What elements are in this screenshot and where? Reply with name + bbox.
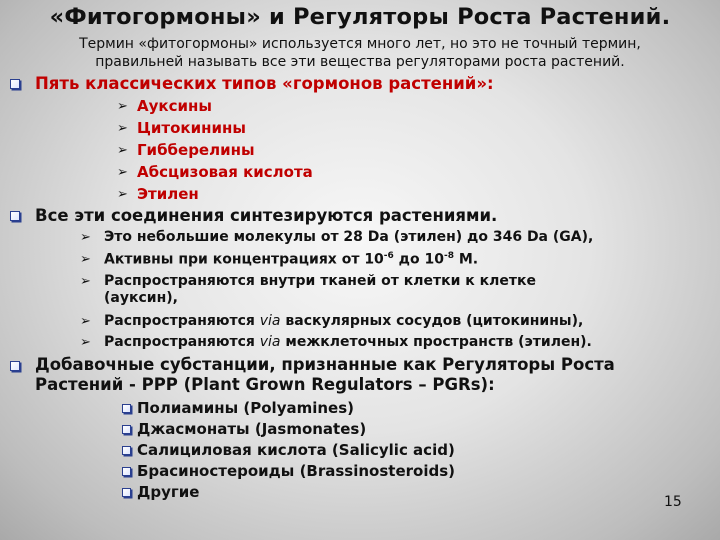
arrow-bullet-icon: ➢ <box>117 187 128 202</box>
list-item: Распространяются внутри тканей от клетки к клетке <box>104 273 537 289</box>
arrow-bullet-icon: ➢ <box>117 165 128 180</box>
list-item: Гибберелины <box>137 141 255 159</box>
list-item: Брасиностероиды (Brassinosteroids) <box>137 462 456 480</box>
section2-heading: Все эти соединения синтезируются растениями. <box>35 206 498 225</box>
list-item: Полиамины (Polyamines) <box>137 399 355 417</box>
square-bullet-icon <box>122 404 131 413</box>
intro-line-2: правильней называть все эти вещества регуляторами роста растений. <box>95 54 625 70</box>
square-bullet-icon <box>122 467 131 476</box>
arrow-bullet-icon: ➢ <box>80 314 91 329</box>
list-item: Цитокинины <box>137 119 246 137</box>
arrow-bullet-icon: ➢ <box>80 335 91 350</box>
arrow-bullet-icon: ➢ <box>117 99 128 114</box>
list-item: Распространяются via васкулярных сосудов (цитокинины), <box>104 313 584 329</box>
page-number: 15 <box>664 494 682 510</box>
square-bullet-icon <box>122 488 131 497</box>
square-bullet-icon <box>122 446 131 455</box>
arrow-bullet-icon: ➢ <box>80 230 91 245</box>
square-bullet-icon <box>10 211 20 221</box>
section3-heading-line-1: Добавочные субстанции, признанные как Регуляторы Роста <box>35 355 615 374</box>
list-item: Салициловая кислота (Salicylic acid) <box>137 441 455 459</box>
slide-title: «Фитогормоны» и Регуляторы Роста Растений. <box>49 4 671 30</box>
square-bullet-icon <box>10 79 20 89</box>
arrow-bullet-icon: ➢ <box>117 143 128 158</box>
arrow-bullet-icon: ➢ <box>117 121 128 136</box>
list-item: Другие <box>137 483 200 501</box>
section1-heading: Пять классических типов «гормонов растений»: <box>35 74 494 93</box>
list-item: Активны при концентрациях от $10^{-6}$ до $10^{-8}$ M. <box>104 251 479 268</box>
list-item: Абсцизовая кислота <box>137 163 313 181</box>
list-item-continuation: (ауксин), <box>104 290 178 306</box>
arrow-bullet-icon: ➢ <box>80 252 91 267</box>
list-item: Это небольшие молекулы от 28 Da (этилен) до 346 Da (GA), <box>104 229 594 245</box>
list-item: Распространяются via межклеточных пространств (этилен). <box>104 334 592 350</box>
list-item: Этилен <box>137 185 199 203</box>
arrow-bullet-icon: ➢ <box>80 274 91 289</box>
square-bullet-icon <box>10 361 20 371</box>
section3-heading-line-2: Растений - PPP (Plant Grown Regulators – PGRs): <box>35 375 495 394</box>
square-bullet-icon <box>122 425 131 434</box>
list-item: Ауксины <box>137 97 212 115</box>
list-item: Джасмонаты (Jasmonates) <box>137 420 367 438</box>
intro-line-1: Термин «фитогормоны» используется много лет, но это не точный термин, <box>79 36 641 52</box>
